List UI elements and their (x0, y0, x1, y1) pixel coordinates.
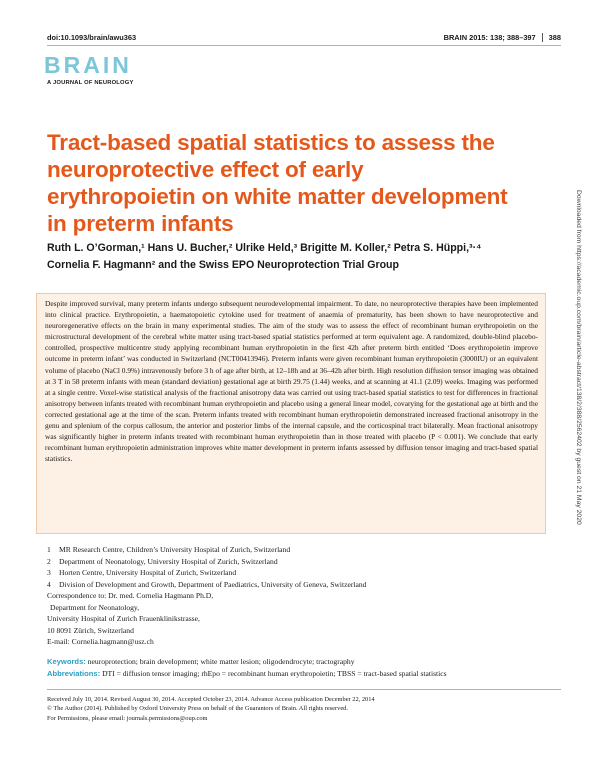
abbreviations-label: Abbreviations: (47, 669, 101, 678)
journal-subtitle: A JOURNAL OF NEUROLOGY (47, 80, 134, 86)
correspondence (47, 590, 213, 648)
affiliation-item (47, 556, 366, 568)
affiliation-item (47, 567, 366, 579)
abstract-box (36, 293, 546, 534)
correspondence-line: 10 8091 Zürich, Switzerland (47, 625, 134, 635)
authors-line-1: Ruth L. O’Gorman,¹ Hans U. Bucher,² Ulrike Held,³ Brigitte M. Koller,² Petra S. Hüppi,³·⁴ (47, 242, 482, 254)
article-title: Tract-based spatial statistics to assess the neuroprotective effect of early erythropoietin on white matter development in preterm infants (47, 130, 508, 236)
affiliation-number: 4 (47, 579, 51, 589)
header-separator (542, 33, 543, 42)
download-note: Downloaded from https://academic.oup.com/brain/article-abstract/138/2/388/2562402 by guest on 21 May 2020 (575, 190, 582, 525)
affiliation-text: MR Research Centre, Children’s University Hospital of Zurich, Switzerland (59, 545, 291, 554)
correspondence-line: Correspondence to: Dr. med. Cornelia Hagmann Ph.D, (47, 591, 214, 600)
affiliation-text: Department of Neonatology, University Hospital of Zurich, Switzerland (59, 556, 278, 566)
affiliation-number: 1 (47, 545, 51, 554)
abstract-text: Despite improved survival, many preterm infants undergo subsequent neurodevelopmental impairment. To date, no neuroprotective therapies have been implemented into clinical practice. Erythropoietin, a haematopoietic cytokine used for treatment of anaemia of prematurity, has been shown to have neuroprotective and neuroregenerative effects on the brain in many experimental studies. The aim of the study was to assess the effect of recombinant human erythropoietin on the microstructural development of the cerebral white matter using tract-based spatial statistics performed at term equivalent age. A randomized, double-blind placebo-controlled, prospective multicentre study applying recombinant human erythropoietin in the first 42h after preterm birth entitled ‘Does erythropoietin improve outcome in preterm infant’ was conducted in Switzerland (NCT00413946). Preterm infants were given recombinant human erythropoietin (3000IU) or an equivalent volume of placebo (NaCl 0.9%) intravenously before 3 h of age after birth, at 12–18h and at 36–42h after birth. High resolution diffusion tensor imaging was obtained at 3 T in 58 preterm infants with mean (standard deviation) gestational age at birth 29.75 (1.44) weeks, and at scanning at 41.1 (2.09) weeks. Imaging was performed at a single centre. Voxel-wise statistical analysis of the fractional anisotropy data was carried out using tract-based spatial statistics to test for differences in fractional anisotropy between infants treated with recombinant human erythropoietin and placebo using a general linear model, covarying for the gestational age at birth and the corrected gestational age at the time of the scan. Preterm infants treated with recombinant human erythropoietin demonstrated increased fractional anisotropy in the genu and splenium of the corpus callosum, the anterior and posterior limbs of the internal capsule, and the corticospinal tract bilaterally. Mean fractional anisotropy was significantly higher in preterm infants treated with recombinant human erythropoietin than in those treated with placebo (P < 0.001). We conclude that early recombinant human erythropoietin administration improves white matter development in preterm infants assessed by diffusion tensor imaging and tract-based spatial statistics. (45, 299, 538, 464)
affiliation-item (47, 544, 366, 556)
footer-copyright: © The Author (2014). Published by Oxford University Press on behalf of the Guarantors of Brain. All rights reserved. (47, 705, 348, 713)
footer-dates: Received July 10, 2014. Revised August 30, 2014. Accepted October 23, 2014. Advance Access publication December 22, 2014 (47, 696, 375, 703)
correspondence-line: University Hospital of Zurich Frauenklinikstrasse, (47, 614, 200, 623)
citation: BRAIN 2015: 138; 388–397 (443, 33, 536, 42)
correspondence-email[interactable]: E-mail: Cornelia.hagmann@usz.ch (47, 637, 154, 646)
keywords-text: neuroprotection; brain development; white matter lesion; oligodendrocyte; tractography (87, 657, 355, 666)
abbreviations-row (47, 668, 447, 680)
author-list (47, 240, 517, 274)
keywords-section (47, 656, 447, 680)
page-number: 388 (548, 33, 561, 42)
affiliation-number: 2 (47, 556, 51, 566)
abbreviations-text: DTI = diffusion tensor imaging; rhEpo = recombinant human erythropoietin; TBSS = tract-based spatial statistics (102, 669, 447, 678)
authors-line-2: Cornelia F. Hagmann² and the Swiss EPO Neuroprotection Trial Group (47, 259, 399, 271)
citation-header (444, 33, 561, 42)
affiliations (47, 544, 366, 590)
affiliation-item (47, 579, 366, 591)
footer (47, 695, 375, 723)
header-rule (47, 45, 561, 46)
doi: doi:10.1093/brain/awu363 (47, 33, 137, 42)
keywords-label: Keywords: (47, 657, 86, 666)
journal-logo: BRAIN (44, 52, 132, 78)
correspondence-line: Department for Neonatology, (50, 602, 140, 612)
footer-rule (47, 689, 561, 690)
footer-permissions: For Permissions, please email: journals.permissions@oup.com (47, 714, 208, 722)
affiliation-number: 3 (47, 568, 51, 577)
affiliation-text: Division of Development and Growth, Department of Paediatrics, University of Geneva, Switzerland (59, 579, 367, 589)
affiliation-text: Horten Centre, University Hospital of Zurich, Switzerland (59, 568, 237, 577)
keywords-row (47, 656, 447, 668)
